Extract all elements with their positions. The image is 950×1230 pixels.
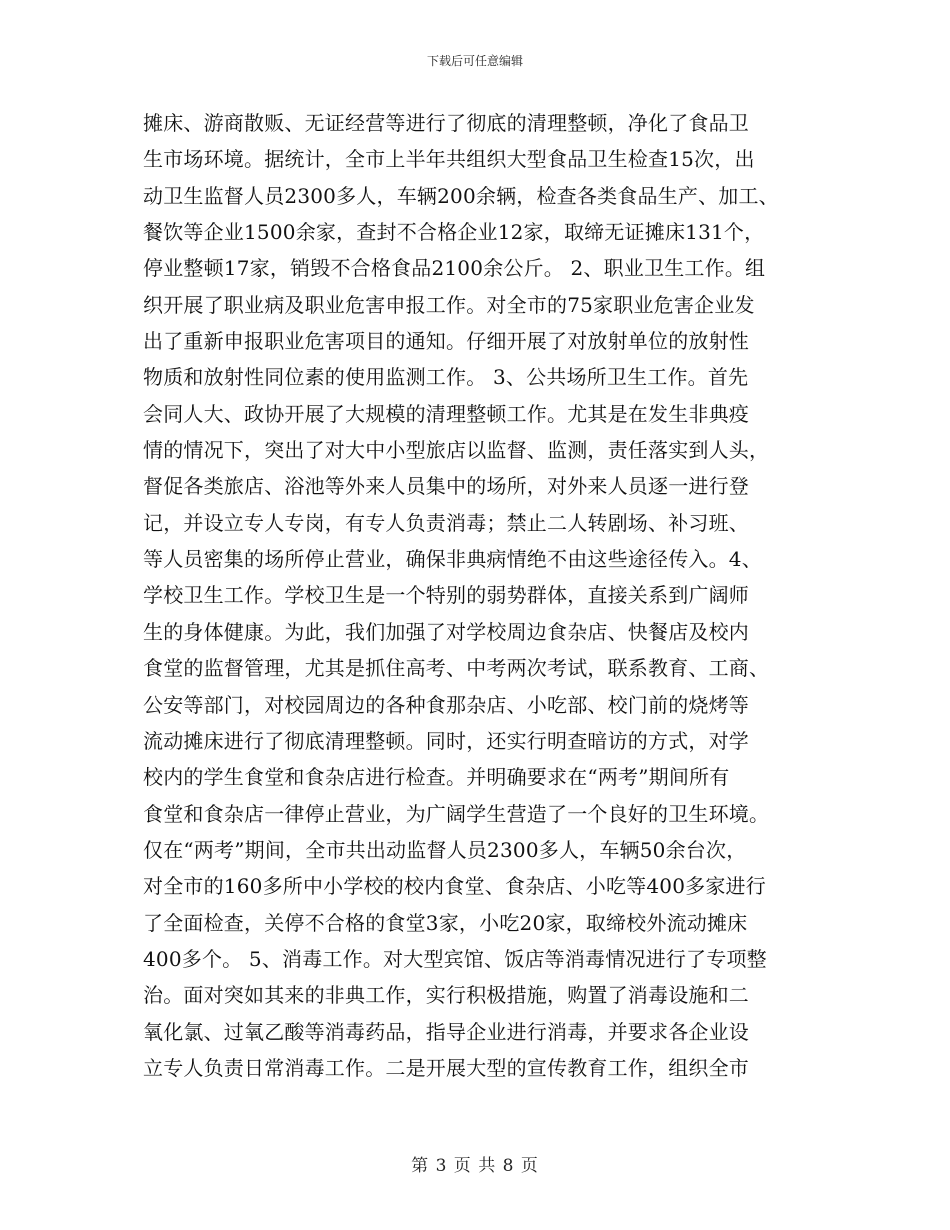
text-line: 动卫生监督人员2300多人，车辆200余辆，检查各类食品生产、加工、 bbox=[143, 183, 779, 208]
text-line: 学校卫生工作。学校卫生是一个特别的弱势群体，直接关系到广阔师 bbox=[143, 583, 749, 608]
text-line: 摊床、游商散贩、无证经营等进行了彻底的清理整顿，净化了食品卫 bbox=[143, 111, 749, 135]
text-line: 停业整顿17家，销毁不合格食品2100余公斤。 2、职业卫生工作。组 bbox=[143, 256, 766, 281]
text-line: 餐饮等企业1500余家，查封不合格企业12家，取缔无证摊床131个， bbox=[143, 220, 765, 245]
text-line: 公安等部门，对校园周边的各种食那杂店、小吃部、校门前的烧烤等 bbox=[143, 692, 749, 717]
text-line: 记，并设立专人专岗，有专人负责消毒；禁止二人转剧场、补习班、 bbox=[143, 510, 749, 535]
text-line: 仅在“两考”期间，全市共出动监督人员2300多人，车辆50余台次， bbox=[143, 837, 747, 862]
text-line: 等人员密集的场所停止营业，确保非典病情绝不由这些途径传入。4、 bbox=[143, 547, 762, 572]
text-line: 督促各类旅店、浴池等外来人员集中的场所，对外来人员逐一进行登 bbox=[143, 474, 749, 499]
text-line: 物质和放射性同位素的使用监测工作。 3、公共场所卫生工作。首先 bbox=[143, 365, 749, 390]
text-line: 出了重新申报职业危害项目的通知。仔细开展了对放射单位的放射性 bbox=[143, 329, 749, 354]
text-line: 对全市的160多所中小学校的校内食堂、食杂店、小吃等400多家进行 bbox=[143, 874, 766, 899]
text-line: 校内的学生食堂和食杂店进行检查。并明确要求在“两考”期间所有 bbox=[143, 765, 730, 790]
body-text bbox=[143, 105, 815, 1086]
text-line: 织开展了职业病及职业危害申报工作。对全市的75家职业危害企业发 bbox=[143, 292, 755, 317]
text-line: 会同人大、政协开展了大规模的清理整顿工作。尤其是在发生非典疫 bbox=[143, 401, 749, 426]
text-line: 治。面对突如其来的非典工作，实行积极措施，购置了消毒设施和二 bbox=[143, 983, 749, 1008]
text-line: 流动摊床进行了彻底清理整顿。同时，还实行明查暗访的方式，对学 bbox=[143, 728, 749, 753]
header-note: 下载后可任意编辑 bbox=[426, 54, 523, 68]
text-line: 立专人负责日常消毒工作。二是开展大型的宣传教育工作，组织全市 bbox=[143, 1055, 749, 1080]
text-line: 生市场环境。据统计，全市上半年共组织大型食品卫生检查15次，出 bbox=[143, 147, 755, 172]
text-line: 情的情况下，突出了对大中小型旅店以监督、监测，责任落实到人头， bbox=[143, 438, 770, 463]
text-line: 了全面检查，关停不合格的食堂3家，小吃20家，取缔校外流动摊床 bbox=[143, 910, 748, 935]
text-line: 食堂和食杂店一律停止营业，为广阔学生营造了一个良好的卫生环境。 bbox=[143, 801, 770, 826]
text-line: 400多个。 5、消毒工作。对大型宾馆、饭店等消毒情况进行了专项整 bbox=[143, 946, 767, 971]
text-line: 氧化氯、过氧乙酸等消毒药品，指导企业进行消毒，并要求各企业设 bbox=[143, 1019, 749, 1044]
page-number-footer: 第 3 页 共 8 页 bbox=[411, 1156, 539, 1176]
text-line: 生的身体健康。为此，我们加强了对学校周边食杂店、快餐店及校内 bbox=[143, 619, 749, 644]
text-line: 食堂的监督管理，尤其是抓住高考、中考两次考试，联系教育、工商、 bbox=[143, 656, 770, 681]
